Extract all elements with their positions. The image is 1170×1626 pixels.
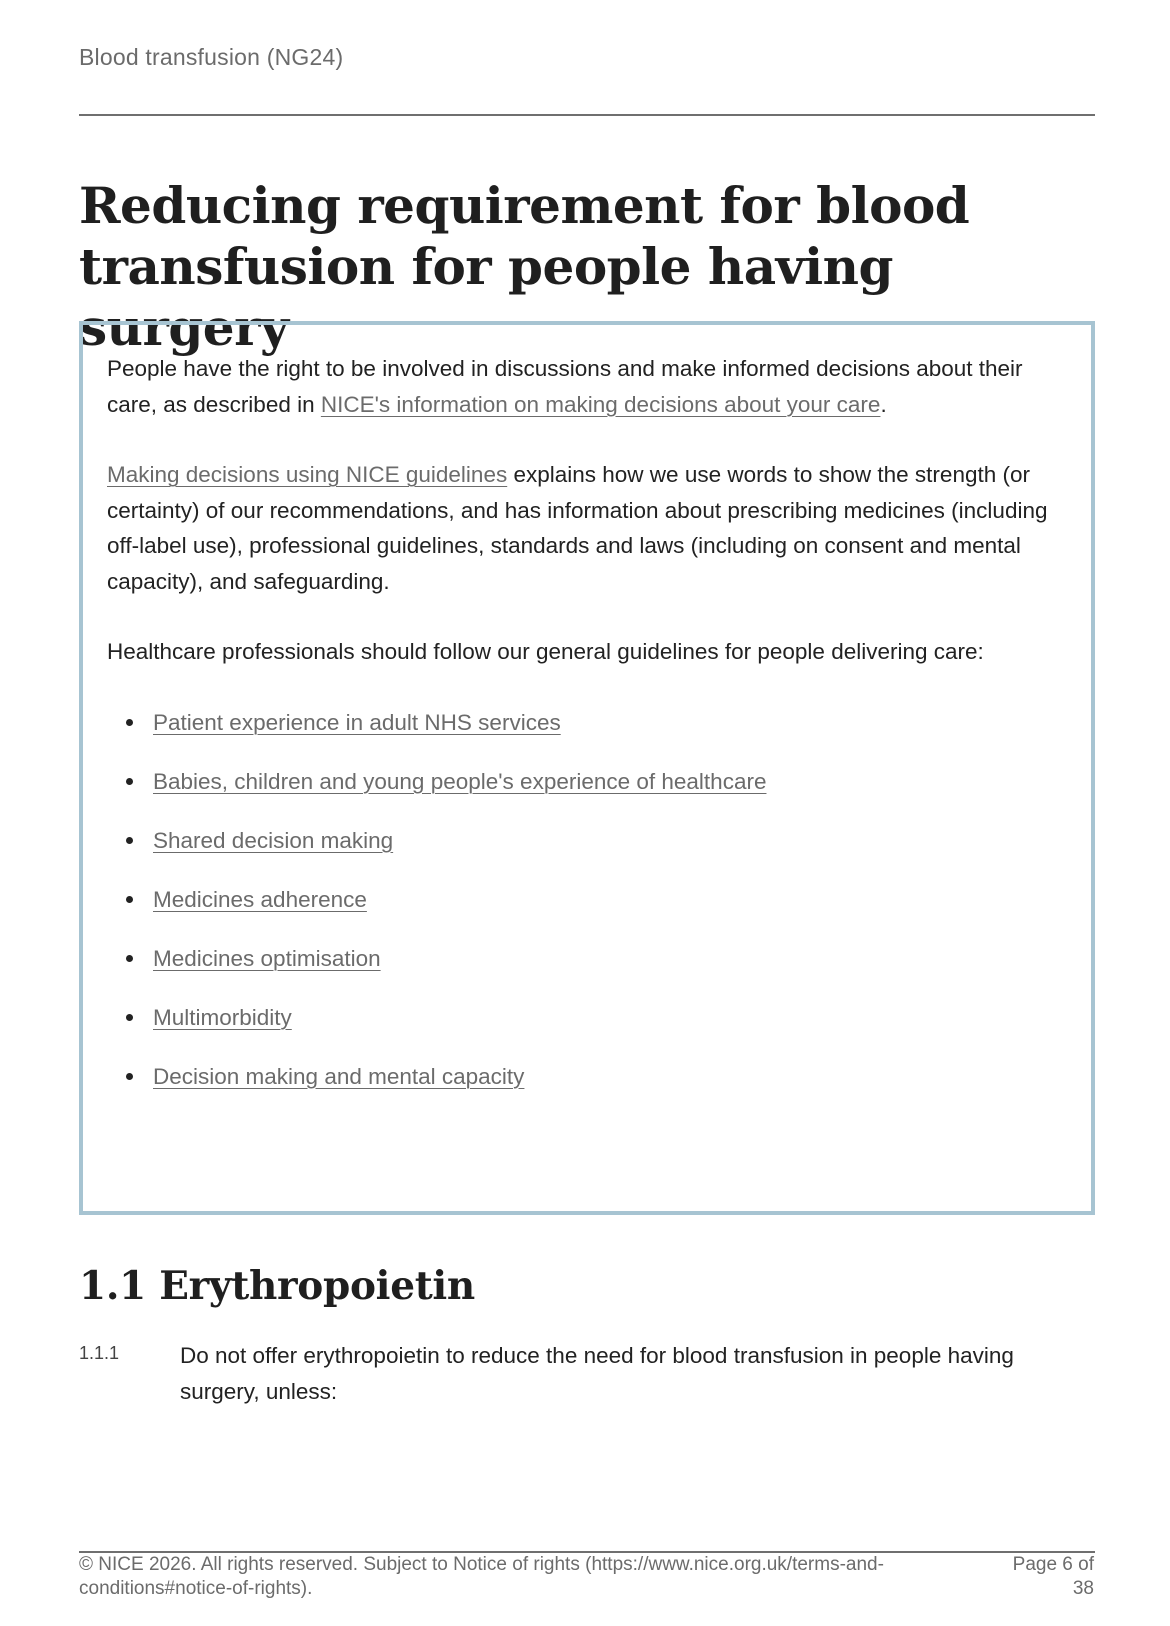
list-item <box>107 882 1057 917</box>
multimorbidity-link[interactable]: Multimorbidity <box>153 1004 292 1030</box>
bullet-icon <box>126 778 133 785</box>
info-box-content <box>107 351 1057 1118</box>
nice-decisions-info-link[interactable]: NICE's information on making decisions about your care <box>320 391 881 417</box>
bullet-icon <box>126 1014 133 1021</box>
guidelines-paragraph-text: explains how we use words to show the strength (or certainty) of our recommendations, and has information about prescribing medicines (including off-label use), professional guidelines, standards and laws (including on consent and mental capacity), and safeguarding. <box>107 462 1048 594</box>
babies-children-experience-link[interactable]: Babies, children and young people's experience of healthcare <box>153 768 767 794</box>
rights-paragraph-end: . <box>880 391 887 417</box>
list-item <box>107 764 1057 799</box>
decision-making-info-box <box>79 321 1095 1215</box>
general-guidelines-list <box>107 705 1057 1094</box>
professionals-paragraph: Healthcare professionals should follow our general guidelines for people delivering care: <box>107 639 984 664</box>
bullet-icon <box>126 837 133 844</box>
recommendation-text: Do not offer erythropoietin to reduce the need for blood transfusion in people having surgery, unless: <box>180 1343 1014 1404</box>
bullet-icon <box>126 955 133 962</box>
medicines-optimisation-link[interactable]: Medicines optimisation <box>153 945 381 971</box>
bullet-icon <box>126 719 133 726</box>
list-item <box>107 1000 1057 1035</box>
patient-experience-link[interactable]: Patient experience in adult NHS services <box>153 709 561 735</box>
rights-paragraph <box>107 351 1057 422</box>
bullet-icon <box>126 1073 133 1080</box>
document-header-title: Blood transfusion (NG24) <box>79 44 344 70</box>
list-item <box>107 1059 1057 1094</box>
list-item <box>107 705 1057 740</box>
page-number: Page 6 of 38 <box>1012 1554 1094 1599</box>
footer-copyright: © NICE 2026. All rights reserved. Subject to Notice of rights (https://www.nice.org.uk/terms-and-conditions#notice-of-rights). <box>79 1554 884 1599</box>
page-title: Reducing requirement for blood transfusion for people having surgery <box>79 176 970 357</box>
section-heading: 1.1 Erythropoietin <box>79 1263 475 1309</box>
bullet-icon <box>126 896 133 903</box>
list-item <box>107 823 1057 858</box>
decision-making-mental-capacity-link[interactable]: Decision making and mental capacity <box>153 1063 525 1089</box>
rights-paragraph-text: People have the right to be involved in discussions and make informed decisions about their care, as described in <box>107 356 1023 417</box>
recommendation-number: 1.1.1 <box>79 1343 120 1363</box>
making-decisions-guidelines-link[interactable]: Making decisions using NICE guidelines <box>107 462 508 487</box>
header-divider <box>79 114 1095 116</box>
medicines-adherence-link[interactable]: Medicines adherence <box>153 886 367 912</box>
shared-decision-making-link[interactable]: Shared decision making <box>153 827 394 853</box>
list-item <box>107 941 1057 976</box>
guidelines-paragraph <box>107 457 1057 599</box>
